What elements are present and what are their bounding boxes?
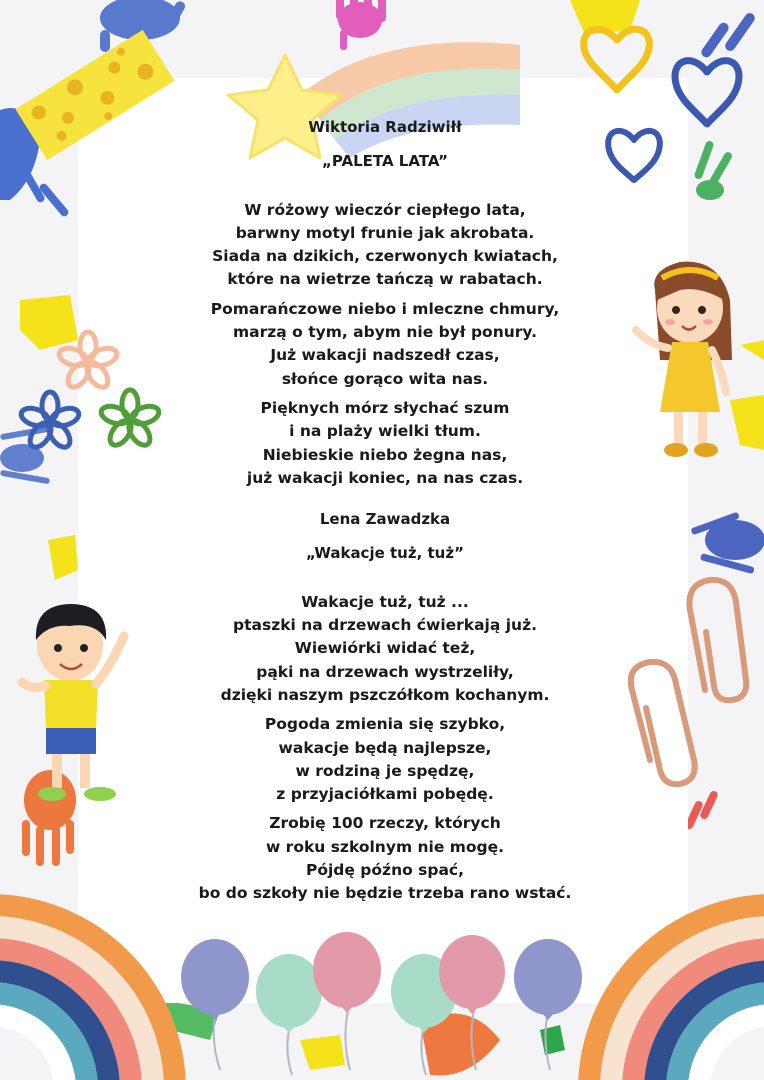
balloon-pink-1	[313, 932, 381, 1013]
poem-line: dzięki naszym pszczółkom kochanym.	[220, 685, 550, 704]
poem-line: Wiewiórki widać też,	[294, 639, 476, 658]
heart-icon-blue-large	[675, 61, 739, 124]
poem-stanza	[150, 812, 620, 905]
poem-line: Pięknych mórz słychać szum	[260, 398, 510, 417]
poem-stanza	[150, 397, 620, 490]
poem-1	[150, 116, 620, 490]
poem-stanza	[150, 713, 620, 806]
poem-line: wakacje będą najlepsze,	[278, 738, 492, 757]
poem-line: bo do szkoły nie będzie trzeba rano wstać.	[198, 884, 572, 903]
poem-line: pąki na drzewach wystrzeliły,	[256, 662, 514, 681]
poem-line: Wakacje tuż, tuż ...	[301, 592, 469, 611]
balloons-group	[181, 932, 582, 1075]
boy-illustration	[22, 604, 124, 801]
poem-title: „Wakacje tuż, tuż”	[306, 544, 464, 563]
poem-2	[150, 508, 620, 905]
poem-line: Pogoda zmienia się szybko,	[264, 715, 506, 734]
poem-line: Pójdę późno spać,	[305, 861, 465, 880]
poem-author: Wiktoria Radziwiłł	[308, 118, 462, 136]
paperclip-icon-large	[631, 662, 695, 784]
poem-line: ptaszki na drzewach ćwierkają już.	[233, 616, 537, 635]
poem-line: słońce gorąco wita nas.	[281, 369, 489, 388]
poem-line: które na wietrze tańczą w rabatach.	[227, 270, 543, 289]
balloon-mint-1	[256, 954, 322, 1033]
poem-stanza	[150, 199, 620, 292]
poem-line: w roku szkolnym nie mogę.	[265, 837, 505, 856]
poem-stanza	[150, 298, 620, 391]
poem-line: już wakacji koniec, na nas czas.	[246, 468, 524, 487]
paperclip-icon-small	[689, 580, 746, 700]
rainbow-right-icon	[589, 905, 764, 1080]
poem-line: Siada na dzikich, czerwonych kwiatach,	[212, 247, 558, 266]
poem-line: w rodziną je spędzę,	[295, 761, 475, 780]
balloon-purple-2	[514, 939, 582, 1020]
poem-line: Niebieskie niebo żegna nas,	[262, 445, 508, 464]
poem-author: Lena Zawadzka	[319, 510, 451, 529]
flower-icon-blue	[19, 392, 81, 451]
poem-line: Już wakacji nadszedł czas,	[270, 346, 500, 365]
poem-line: barwny motyl frunie jak akrobata.	[235, 223, 535, 242]
poem-line: i na plaży wielki tłum.	[289, 422, 481, 441]
poem-line: marzą o tym, abym nie był ponury.	[233, 323, 537, 342]
poem-stanza	[150, 591, 620, 707]
heart-icon-yellow	[584, 29, 650, 90]
poem-line: W różowy wieczór ciepłego lata,	[244, 200, 526, 219]
poem-title: „PALETA LATA”	[322, 152, 448, 171]
poem-content	[150, 116, 620, 912]
flower-icon-peach	[57, 332, 119, 391]
poem-line: Pomarańczowe niebo i mleczne chmury,	[210, 299, 560, 318]
rainbow-left-icon	[0, 905, 175, 1080]
balloon-purple-1	[181, 939, 249, 1020]
poem-line: Zrobię 100 rzeczy, których	[269, 814, 501, 833]
girl-illustration	[636, 262, 732, 457]
poem-line: z przyjaciółkami pobędę.	[276, 785, 494, 804]
